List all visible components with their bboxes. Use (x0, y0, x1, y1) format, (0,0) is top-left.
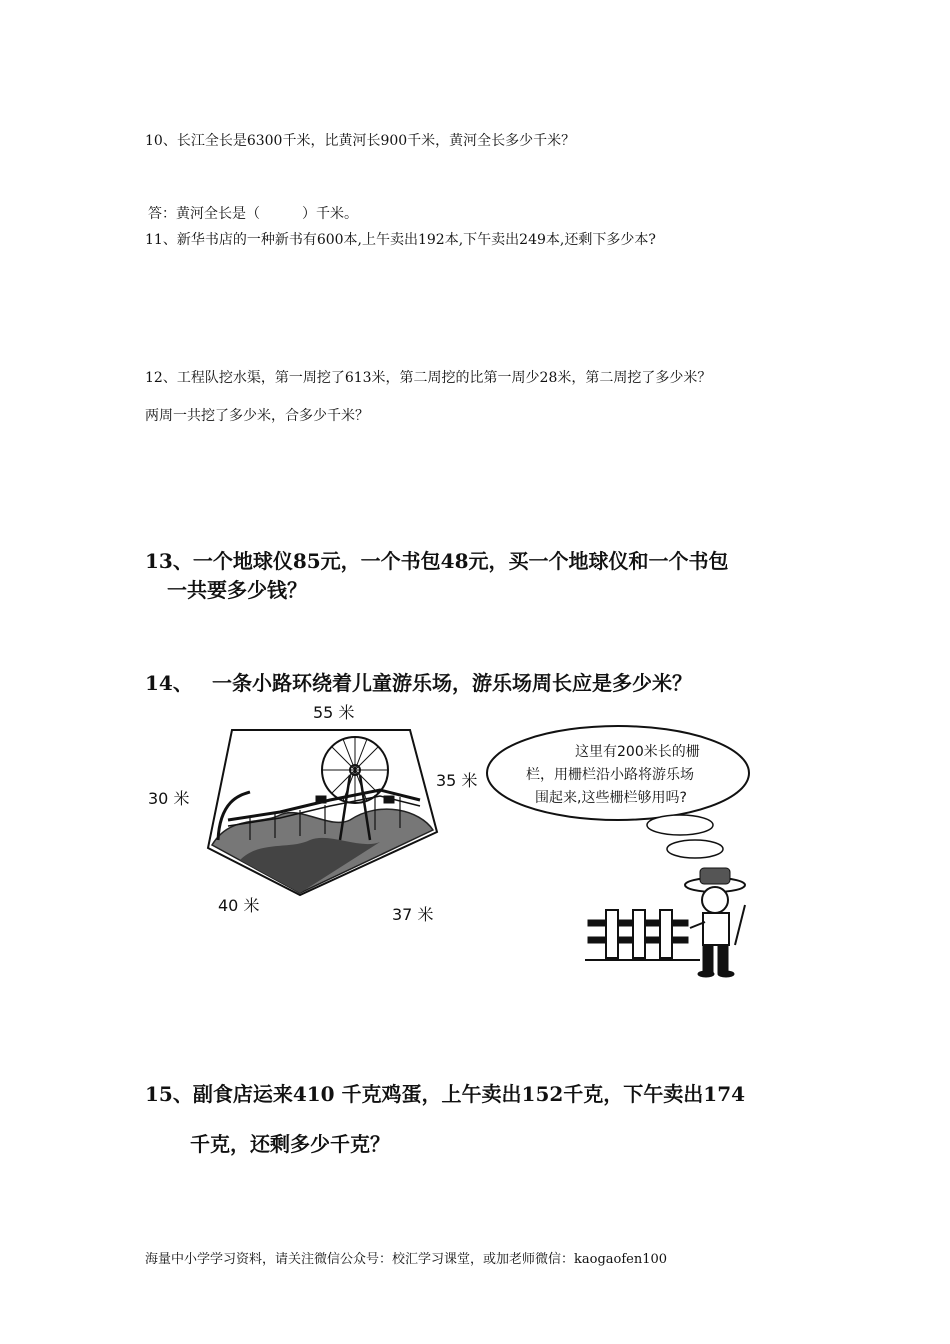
footer-text: 海量中小学学习资料，请关注微信公众号：校汇学习课堂，或加老师微信：kaogaofen100 (145, 1252, 668, 1267)
question-12-line2: 两周一共挖了多少米，合多少千米？ (145, 408, 369, 424)
question-15-line2: 千克，还剩多少千克？ (190, 1132, 390, 1156)
fence-icon (585, 910, 700, 960)
question-13-line1: 13、一个地球仪85元，一个书包48元，买一个地球仪和一个书包 (145, 549, 729, 573)
bubble-line-3: 围起来,这些栅栏够用吗? (535, 790, 687, 806)
question-13-line2: 一共要多少钱？ (167, 578, 307, 602)
label-right-side: 35 米 (436, 771, 478, 790)
label-top-side: 55 米 (313, 703, 355, 722)
question-12-line1: 12、工程队挖水渠，第一周挖了613米，第二周挖的比第一周少28米，第二周挖了多少米？ (145, 370, 712, 386)
bubble-line-1: 这里有200米长的栅 (575, 744, 700, 760)
label-bottom-right-side: 37 米 (392, 905, 434, 924)
question-10-answer: 答：黄河全长是（ ）千米。 (148, 206, 358, 222)
question-14-text: 一条小路环绕着儿童游乐场，游乐场周长应是多少米？ (212, 671, 692, 695)
question-11-text: 11、新华书店的一种新书有600本,上午卖出192本,下午卖出249本,还剩下多少本? (145, 232, 656, 248)
question-14-number: 14、 (145, 671, 193, 695)
label-bottom-left-side: 40 米 (218, 896, 260, 915)
question-15-line1: 15、副食店运来410 千克鸡蛋，上午卖出152千克，下午卖出174 (145, 1082, 746, 1106)
label-left-side: 30 米 (148, 789, 190, 808)
bubble-line-2: 栏，用栅栏沿小路将游乐场 (526, 767, 694, 783)
question-10-text: 10、长江全长是6300千米，比黄河长900千米，黄河全长多少千米？ (145, 133, 576, 149)
